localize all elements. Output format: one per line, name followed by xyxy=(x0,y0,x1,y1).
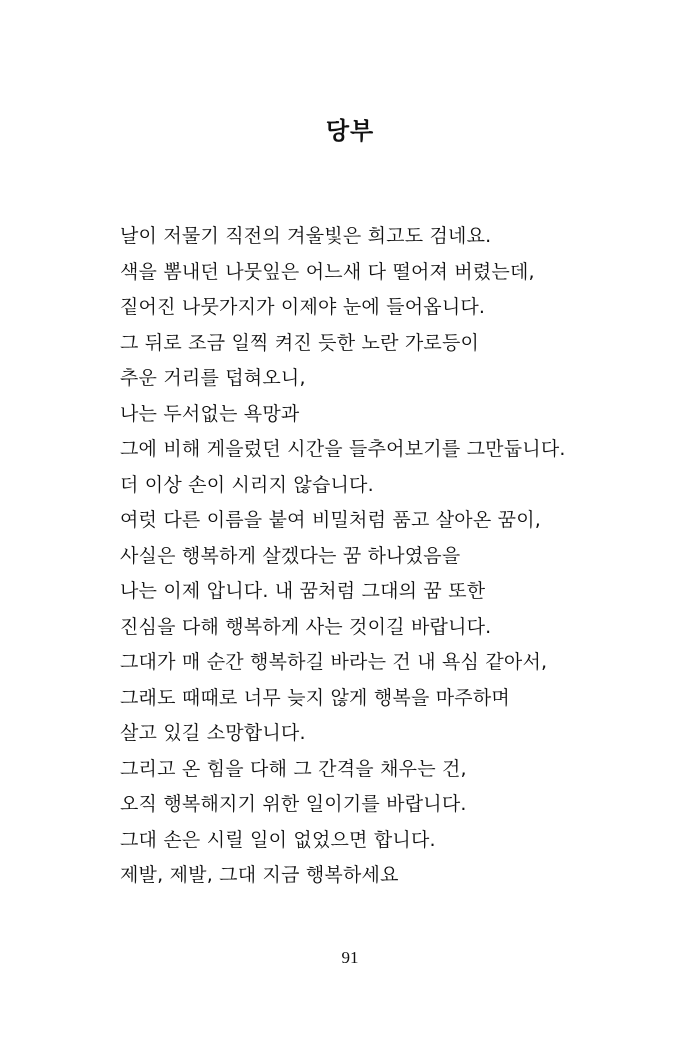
poem-line: 색을 뽐내던 나뭇잎은 어느새 다 떨어져 버렸는데, xyxy=(120,260,535,283)
poem-line: 나는 이제 압니다. 내 꿈처럼 그대의 꿈 또한 xyxy=(120,580,486,602)
poem-line: 더 이상 손이 시리지 않습니다. xyxy=(120,473,374,496)
poem-line: 추운 거리를 덥혀오니, xyxy=(120,367,306,389)
poem-body xyxy=(120,219,680,894)
poem-line: 살고 있길 소망합니다. xyxy=(120,722,306,744)
poem-line: 그에 비해 게을렀던 시간을 들추어보기를 그만둡니다. xyxy=(120,438,566,460)
poem-line: 그리고 온 힘을 다해 그 간격을 채우는 건, xyxy=(120,757,467,780)
poem-line: 여럿 다른 이름을 붙여 비밀처럼 품고 살아온 꿈이, xyxy=(120,509,541,531)
poem-line: 그 뒤로 조금 일찍 켜진 듯한 노란 가로등이 xyxy=(120,331,480,354)
page-number: 91 xyxy=(341,948,359,967)
poem-title: 당부 xyxy=(325,117,375,145)
poem-line: 그대가 매 순간 행복하길 바라는 건 내 욕심 같아서, xyxy=(120,651,548,673)
poem-line: 나는 두서없는 욕망과 xyxy=(120,402,300,425)
poem-line: 제발, 제발, 그대 지금 행복하세요 xyxy=(120,864,399,886)
poem-line: 그래도 때때로 너무 늦지 않게 행복을 마주하며 xyxy=(120,686,510,709)
poem-line: 오직 행복해지기 위한 일이기를 바랍니다. xyxy=(120,793,467,815)
poem-line: 그대 손은 시릴 일이 없었으면 합니다. xyxy=(120,828,436,851)
poem-line: 짙어진 나뭇가지가 이제야 눈에 들어옵니다. xyxy=(120,296,486,318)
poem-line: 진심을 다해 행복하게 사는 것이길 바랍니다. xyxy=(120,615,492,638)
poem-line: 날이 저물기 직전의 겨울빛은 희고도 검네요. xyxy=(120,225,492,247)
poem-line: 사실은 행복하게 살겠다는 꿈 하나였음을 xyxy=(120,544,461,567)
